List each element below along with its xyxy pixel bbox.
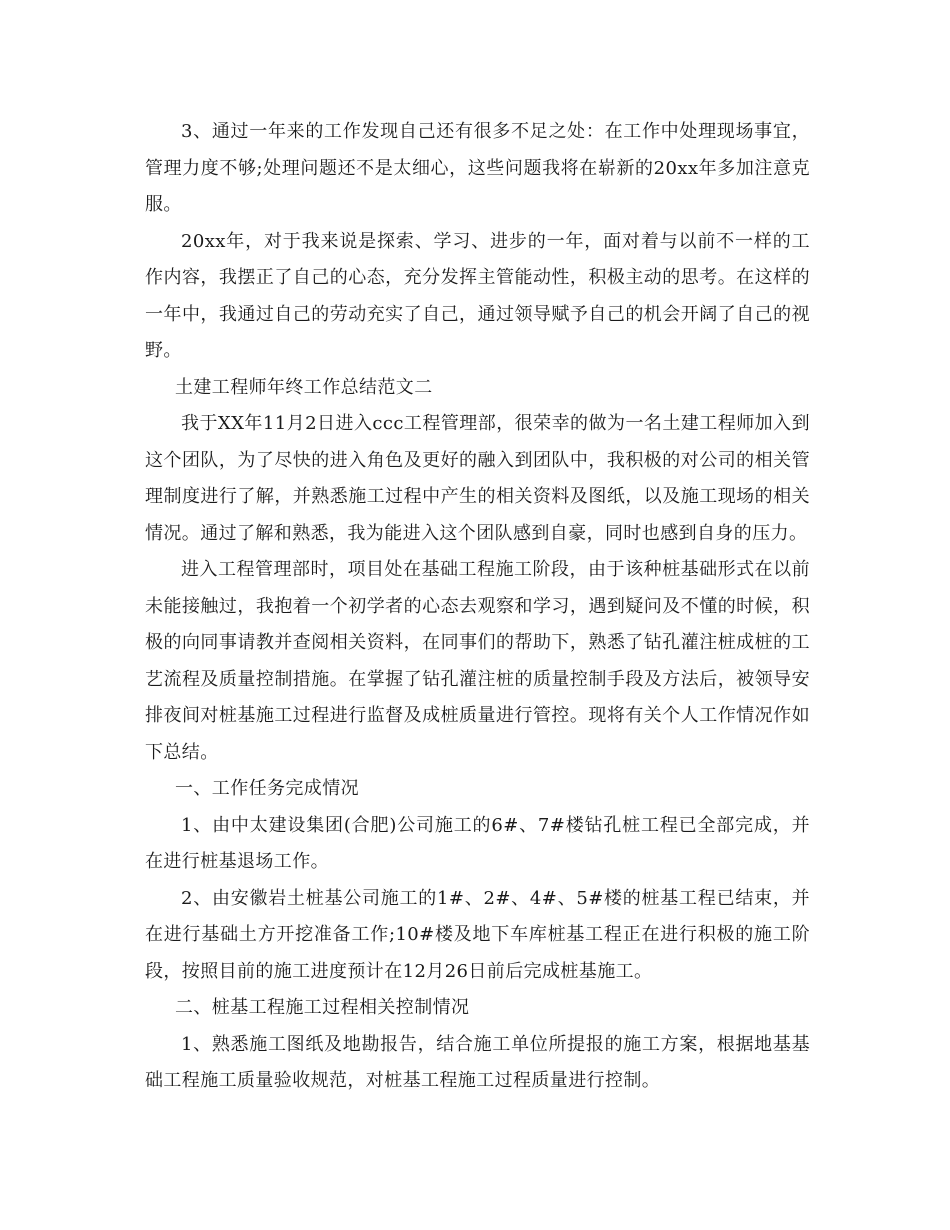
section-heading-task-completion: 一、工作任务完成情况 xyxy=(175,778,359,799)
section-title-sample-two: 土建工程师年终工作总结范文二 xyxy=(175,376,433,398)
paragraph-joining: 我于XX年11月2日进入ccc工程管理部，很荣幸的做为一名土建工程师加入到这个团队，为了尽快的进入角色及更好的融入到团队中，我积极的对公司的相关管理制度进行了解，并熟悉施工过程中产生的相关资料及图纸，以及施工现场的相关情况。通过了解和熟悉，我为能进入这个团队感到自豪，同时也感到自身的压力。 xyxy=(145,413,810,544)
paragraph-foundation-stage: 进入工程管理部时，项目处在基础工程施工阶段，由于该种桩基础形式在以前未能接触过，我抱着一个初学者的心态去观察和学习，遇到疑问及不懂的时候，积极的向同事请教并查阅相关资料，在同事们的帮助下，熟悉了钻孔灌注桩成桩的工艺流程及质量控制措施。在掌握了钻孔灌注桩的质量控制手段及方法后，被领导安排夜间对桩基施工过程进行监督及成桩质量进行管控。现将有关个人工作情况作如下总结。 xyxy=(145,559,810,763)
list-item-control-1: 1、熟悉施工图纸及地勘报告，结合施工单位所提报的施工方案，根据地基基础工程施工质量验收规范，对桩基工程施工过程质量进行控制。 xyxy=(145,1033,810,1091)
paragraph-year-summary: 20xx年，对于我来说是探索、学习、进步的一年，面对着与以前不一样的工作内容，我摆正了自己的心态，充分发挥主管能动性，积极主动的思考。在这样的一年中，我通过自己的劳动充实了自己，通过领导赋予自己的机会开阔了自己的视野。 xyxy=(145,230,810,361)
section-heading-control: 二、桩基工程施工过程相关控制情况 xyxy=(175,997,470,1018)
list-item-task-2: 2、由安徽岩土桩基公司施工的1#、2#、4#、5#楼的桩基工程已结束，并在进行基础土方开挖准备工作;10#楼及地下车库桩基工程正在进行积极的施工阶段，按照目前的施工进度预计在12月26日前后完成桩基施工。 xyxy=(145,887,810,982)
list-item-task-1: 1、由中太建设集团(合肥)公司施工的6#、7#楼钻孔桩工程已全部完成，并在进行桩基退场工作。 xyxy=(145,814,810,872)
paragraph-shortcomings: 3、通过一年来的工作发现自己还有很多不足之处：在工作中处理现场事宜，管理力度不够;处理问题还不是太细心，这些问题我将在崭新的20xx年多加注意克服。 xyxy=(145,121,810,215)
document-body xyxy=(145,114,810,1100)
